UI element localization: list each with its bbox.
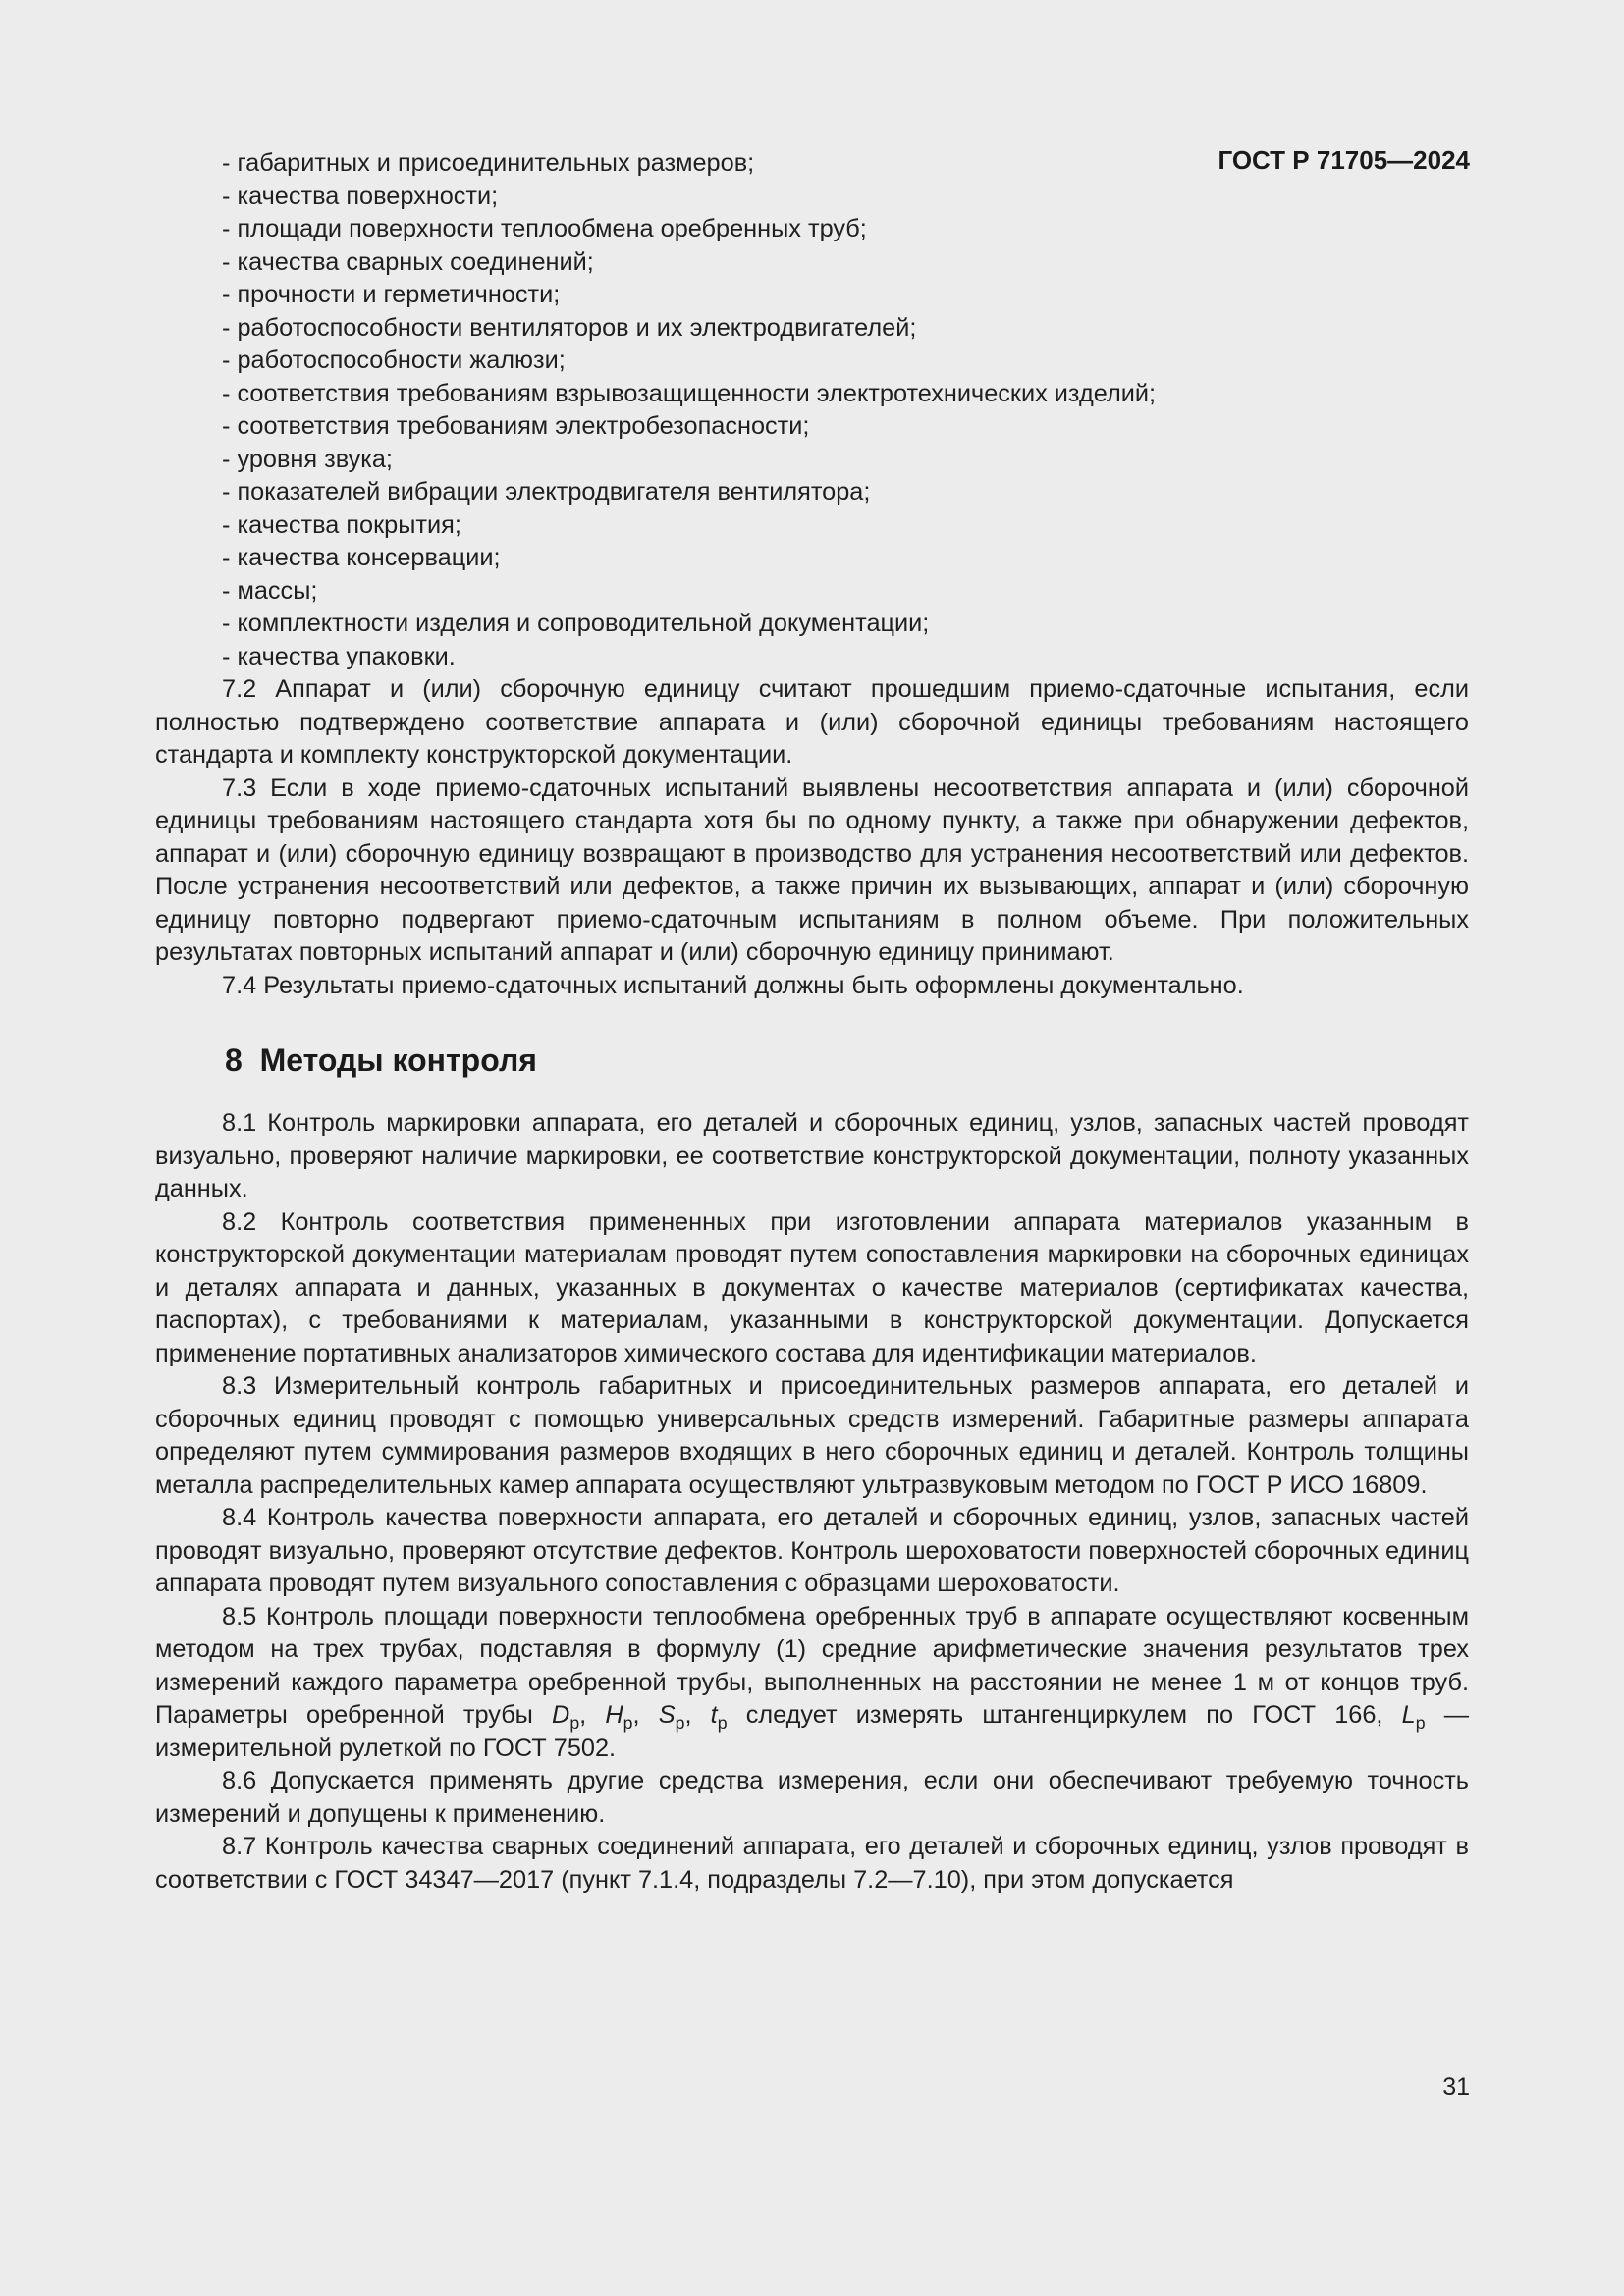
paragraph-8-6: 8.6 Допускается применять другие средства измерения, если они обеспечивают требуемую точность измерений и допущены к применению. <box>155 1767 1469 1828</box>
control-items-list <box>155 147 1469 673</box>
list-item: - площади поверхности теплообмена оребренных труб; <box>222 215 867 242</box>
var-h: H <box>605 1701 623 1729</box>
var-s: S <box>658 1701 676 1729</box>
paragraph-8-5 <box>155 1601 1469 1766</box>
document-id-header: ГОСТ Р 71705—2024 <box>1218 145 1470 175</box>
paragraph-8-5-lead: 8.5 Контроль площади поверхности теплообмена оребренных труб в аппарате осуществляют косвенным методом на трех трубах, подставляя в формулу (1) средние арифметические значения результатов трех измерений каждого параметра оребренной трубы, выполненных на расстоянии не менее 1 м от концов труб. Параметры оребренной трубы <box>155 1602 1469 1729</box>
var-l: L <box>1401 1701 1416 1729</box>
page-body <box>155 147 1469 1896</box>
paragraph-8-2: 8.2 Контроль соответствия примененных при изготовлении аппарата материалов указанным в конструкторской документации материалам проводят путем сопоставления маркировки на сборочных единицах и деталях аппарата и данных, указанных в документах о качестве материалов (сертификатах качества, паспортах), с требованиями к материалам, указанными в конструкторской документации. Допускается применение портативных анализаторов химического состава для идентификации материалов. <box>155 1207 1469 1367</box>
list-item: - массы; <box>222 576 318 605</box>
paragraph-8-7: 8.7 Контроль качества сварных соединений аппарата, его деталей и сборочных единиц, узлов проводят в соответствии с ГОСТ 34347—2017 (пункт 7.1.4, подразделы 7.2—7.10), при этом допускается <box>155 1833 1469 1894</box>
paragraph-7-2: 7.2 Аппарат и (или) сборочную единицу считают прошедшим приемо-сдаточные испытания, если полностью подтверждено соответствие аппарата и (или) сборочной единицы требованиям настоящего стандарта и комплекту конструкторской документации. <box>155 675 1469 769</box>
list-item: - работоспособности вентиляторов и их электродвигателей; <box>222 313 917 342</box>
separator: , <box>632 1701 659 1729</box>
var-t: t <box>710 1701 718 1729</box>
list-item: - габаритных и присоединительных размеров; <box>222 149 755 177</box>
subscript: р <box>569 1713 580 1734</box>
page-number: 31 <box>1442 2073 1470 2101</box>
list-item: - качества консервации; <box>222 544 501 571</box>
list-item: - соответствия требованиям электробезопасности; <box>222 412 810 440</box>
section-number: 8 <box>225 1042 243 1078</box>
separator: , <box>684 1701 711 1729</box>
var-d: D <box>552 1701 570 1729</box>
list-item: - качества поверхности; <box>222 182 499 210</box>
section-title: Методы контроля <box>259 1042 537 1078</box>
paragraph-8-1: 8.1 Контроль маркировки аппарата, его деталей и сборочных единиц, узлов, запасных частей проводят визуально, проверяют наличие маркировки, ее соответствие конструкторской документации, полноту указанных данных. <box>155 1109 1469 1202</box>
subscript: р <box>717 1713 728 1734</box>
paragraph-7-3: 7.3 Если в ходе приемо-сдаточных испытаний выявлены несоответствия аппарата и (или) сборочной единицы требованиям настоящего стандарта хотя бы по одному пункту, а также при обнаружении дефектов, аппарат и (или) сборочную единицу возвращают в производство для устранения несоответствий или дефектов. После устранения несоответствий или дефектов, а также причин их вызывающих, аппарат и (или) сборочную единицу повторно подвергают приемо-сдаточным испытаниям в полном объеме. При положительных результатах повторных испытаний аппарат и (или) сборочную единицу принимают. <box>155 774 1469 966</box>
list-item: - качества упаковки. <box>222 642 456 670</box>
list-item: - качества сварных соединений; <box>222 247 594 276</box>
list-item: - комплектности изделия и сопроводительной документации; <box>222 610 930 637</box>
paragraph-7-4: 7.4 Результаты приемо-сдаточных испытаний должны быть оформлены документально. <box>222 971 1244 999</box>
paragraph-8-5-mid: следует измерять штангенциркулем по ГОСТ 166, <box>727 1701 1402 1729</box>
list-item: - показателей вибрации электродвигателя вентилятора; <box>222 478 871 506</box>
list-item: - работоспособности жалюзи; <box>222 347 566 374</box>
subscript: р <box>1415 1713 1426 1734</box>
list-item: - уровня звука; <box>222 445 393 473</box>
list-item: - прочности и герметичности; <box>222 281 561 308</box>
list-item: - качества покрытия; <box>222 510 461 539</box>
separator: , <box>579 1701 606 1729</box>
section-heading <box>225 1042 1469 1078</box>
subscript: р <box>623 1713 633 1734</box>
subscript: р <box>675 1713 685 1734</box>
paragraph-8-3: 8.3 Измерительный контроль габаритных и присоединительных размеров аппарата, его деталей и сборочных единиц проводят с помощью универсальных средств измерений. Габаритные размеры аппарата определяют путем суммирования размеров входящих в него сборочных единиц и деталей. Контроль толщины металла распределительных камер аппарата осуществляют ультразвуковым методом по ГОСТ Р ИСО 16809. <box>155 1372 1469 1499</box>
paragraph-8-5-tail: — измерительной рулеткой по ГОСТ 7502. <box>155 1701 1470 1762</box>
paragraph-8-4: 8.4 Контроль качества поверхности аппарата, его деталей и сборочных единиц, узлов, запасных частей проводят визуально, проверяют отсутствие дефектов. Контроль шероховатости поверхностей сборочных единиц аппарата проводят путем визуального сопоставления с образцами шероховатости. <box>155 1504 1469 1597</box>
list-item: - соответствия требованиям взрывозащищенности электротехнических изделий; <box>222 379 1157 407</box>
